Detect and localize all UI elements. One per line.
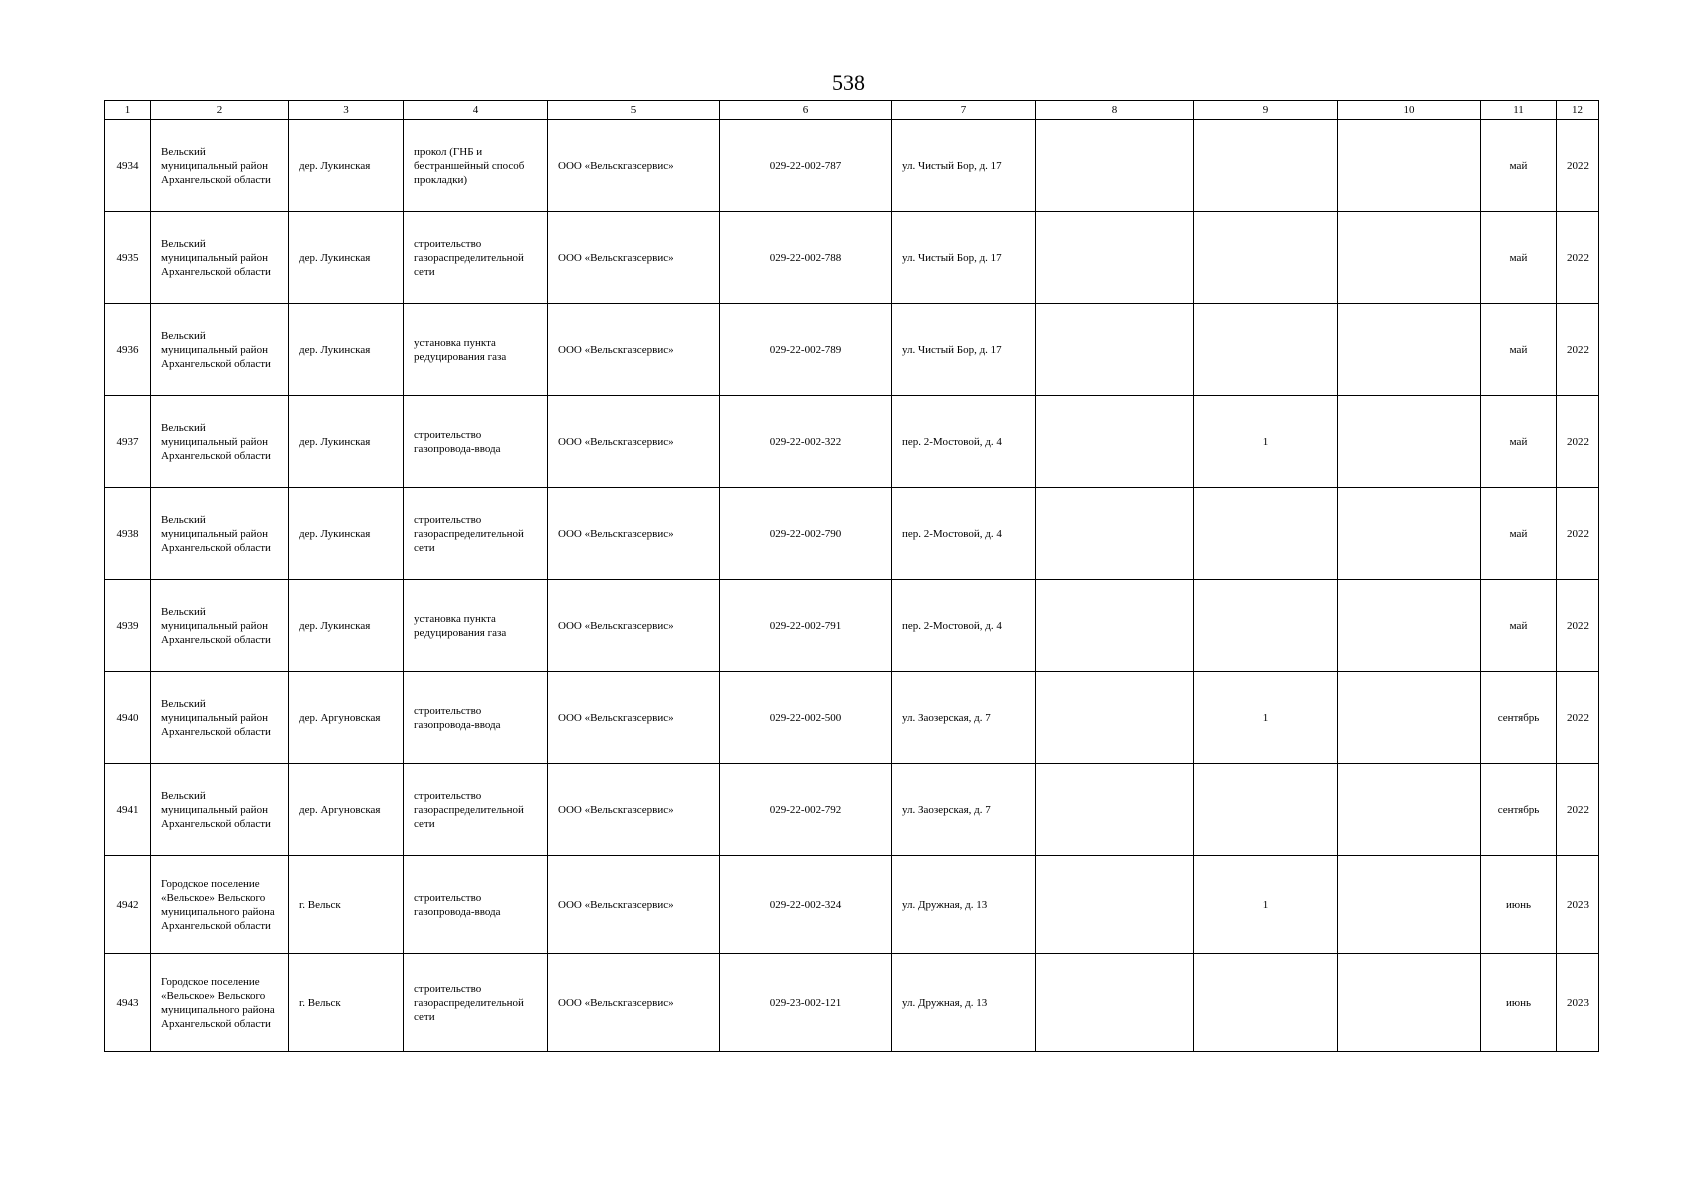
month-cell: сентябрь [1481,764,1557,856]
work-cell: строительство газораспределительной сети [404,764,548,856]
address-cell: пер. 2-Мостовой, д. 4 [892,396,1036,488]
organization-cell: ООО «Вельскгазсервис» [548,580,720,672]
month-cell: май [1481,120,1557,212]
table-row [105,856,1599,954]
code-cell: 029-22-002-792 [720,764,892,856]
header-cell: 3 [289,101,404,120]
table-row [105,396,1599,488]
address-cell: пер. 2-Мостовой, д. 4 [892,488,1036,580]
settlement-cell: дер. Аргуновская [289,764,404,856]
col9-cell [1194,120,1338,212]
col9-cell [1194,212,1338,304]
municipality-cell: Вельский муниципальный район Архангельской области [151,764,289,856]
table-row [105,672,1599,764]
year-cell: 2022 [1557,672,1599,764]
month-cell: май [1481,488,1557,580]
settlement-cell: дер. Лукинская [289,304,404,396]
address-cell: ул. Чистый Бор, д. 17 [892,304,1036,396]
municipality-cell: Вельский муниципальный район Архангельской области [151,212,289,304]
month-cell: май [1481,580,1557,672]
year-cell: 2022 [1557,488,1599,580]
settlement-cell: дер. Аргуновская [289,672,404,764]
month-cell: июнь [1481,954,1557,1052]
settlement-cell: г. Вельск [289,954,404,1052]
col10-cell [1338,856,1481,954]
header-cell: 6 [720,101,892,120]
col10-cell [1338,580,1481,672]
code-cell: 029-22-002-787 [720,120,892,212]
row-number: 4943 [105,954,151,1052]
row-number: 4937 [105,396,151,488]
organization-cell: ООО «Вельскгазсервис» [548,396,720,488]
code-cell: 029-22-002-788 [720,212,892,304]
municipality-cell: Вельский муниципальный район Архангельской области [151,580,289,672]
address-cell: ул. Заозерская, д. 7 [892,672,1036,764]
work-cell: строительство газопровода-ввода [404,672,548,764]
work-cell: установка пункта редуцирования газа [404,304,548,396]
header-cell: 4 [404,101,548,120]
code-cell: 029-23-002-121 [720,954,892,1052]
year-cell: 2022 [1557,212,1599,304]
year-cell: 2022 [1557,304,1599,396]
col8-cell [1036,120,1194,212]
table-row [105,488,1599,580]
municipality-cell: Городское поселение «Вельское» Вельского муниципального района Архангельской области [151,856,289,954]
organization-cell: ООО «Вельскгазсервис» [548,856,720,954]
row-number: 4936 [105,304,151,396]
settlement-cell: дер. Лукинская [289,212,404,304]
organization-cell: ООО «Вельскгазсервис» [548,212,720,304]
col9-cell: 1 [1194,856,1338,954]
address-cell: ул. Дружная, д. 13 [892,856,1036,954]
address-cell: ул. Дружная, д. 13 [892,954,1036,1052]
col9-cell [1194,304,1338,396]
code-cell: 029-22-002-791 [720,580,892,672]
settlement-cell: дер. Лукинская [289,488,404,580]
col9-cell [1194,488,1338,580]
month-cell: май [1481,396,1557,488]
row-number: 4942 [105,856,151,954]
code-cell: 029-22-002-500 [720,672,892,764]
col8-cell [1036,488,1194,580]
header-cell: 8 [1036,101,1194,120]
address-cell: ул. Чистый Бор, д. 17 [892,212,1036,304]
municipality-cell: Вельский муниципальный район Архангельской области [151,396,289,488]
work-cell: строительство газопровода-ввода [404,396,548,488]
table-row [105,764,1599,856]
work-cell: установка пункта редуцирования газа [404,580,548,672]
organization-cell: ООО «Вельскгазсервис» [548,764,720,856]
work-cell: строительство газораспределительной сети [404,954,548,1052]
settlement-cell: дер. Лукинская [289,120,404,212]
col8-cell [1036,764,1194,856]
address-cell: пер. 2-Мостовой, д. 4 [892,580,1036,672]
header-cell: 1 [105,101,151,120]
col9-cell: 1 [1194,396,1338,488]
col10-cell [1338,120,1481,212]
work-cell: прокол (ГНБ и бестраншейный способ прокладки) [404,120,548,212]
col10-cell [1338,212,1481,304]
code-cell: 029-22-002-790 [720,488,892,580]
year-cell: 2022 [1557,764,1599,856]
gasification-table [104,100,1599,1052]
municipality-cell: Вельский муниципальный район Архангельской области [151,488,289,580]
header-cell: 7 [892,101,1036,120]
month-cell: июнь [1481,856,1557,954]
address-cell: ул. Заозерская, д. 7 [892,764,1036,856]
col10-cell [1338,764,1481,856]
month-cell: май [1481,212,1557,304]
settlement-cell: г. Вельск [289,856,404,954]
organization-cell: ООО «Вельскгазсервис» [548,672,720,764]
col8-cell [1036,856,1194,954]
municipality-cell: Городское поселение «Вельское» Вельского муниципального района Архангельской области [151,954,289,1052]
address-cell: ул. Чистый Бор, д. 17 [892,120,1036,212]
col9-cell [1194,764,1338,856]
year-cell: 2022 [1557,580,1599,672]
municipality-cell: Вельский муниципальный район Архангельской области [151,120,289,212]
table-row [105,212,1599,304]
month-cell: сентябрь [1481,672,1557,764]
row-number: 4934 [105,120,151,212]
work-cell: строительство газораспределительной сети [404,212,548,304]
municipality-cell: Вельский муниципальный район Архангельской области [151,304,289,396]
code-cell: 029-22-002-789 [720,304,892,396]
municipality-cell: Вельский муниципальный район Архангельской области [151,672,289,764]
col9-cell [1194,954,1338,1052]
header-cell: 10 [1338,101,1481,120]
col10-cell [1338,304,1481,396]
col10-cell [1338,396,1481,488]
table-row [105,304,1599,396]
header-cell: 11 [1481,101,1557,120]
year-cell: 2023 [1557,954,1599,1052]
col8-cell [1036,304,1194,396]
settlement-cell: дер. Лукинская [289,396,404,488]
col9-cell: 1 [1194,672,1338,764]
header-cell: 9 [1194,101,1338,120]
page-number: 538 [832,70,865,95]
col10-cell [1338,954,1481,1052]
col8-cell [1036,580,1194,672]
organization-cell: ООО «Вельскгазсервис» [548,488,720,580]
organization-cell: ООО «Вельскгазсервис» [548,304,720,396]
row-number: 4935 [105,212,151,304]
col10-cell [1338,488,1481,580]
year-cell: 2022 [1557,120,1599,212]
col8-cell [1036,396,1194,488]
work-cell: строительство газораспределительной сети [404,488,548,580]
settlement-cell: дер. Лукинская [289,580,404,672]
table-row [105,954,1599,1052]
col8-cell [1036,672,1194,764]
year-cell: 2023 [1557,856,1599,954]
row-number: 4938 [105,488,151,580]
header-cell: 2 [151,101,289,120]
col10-cell [1338,672,1481,764]
header-cell: 12 [1557,101,1599,120]
work-cell: строительство газопровода-ввода [404,856,548,954]
code-cell: 029-22-002-322 [720,396,892,488]
code-cell: 029-22-002-324 [720,856,892,954]
row-number: 4939 [105,580,151,672]
col9-cell [1194,580,1338,672]
table-row [105,120,1599,212]
organization-cell: ООО «Вельскгазсервис» [548,120,720,212]
year-cell: 2022 [1557,396,1599,488]
col8-cell [1036,954,1194,1052]
row-number: 4941 [105,764,151,856]
table-row [105,580,1599,672]
organization-cell: ООО «Вельскгазсервис» [548,954,720,1052]
month-cell: май [1481,304,1557,396]
header-row [105,101,1599,120]
header-cell: 5 [548,101,720,120]
row-number: 4940 [105,672,151,764]
col8-cell [1036,212,1194,304]
